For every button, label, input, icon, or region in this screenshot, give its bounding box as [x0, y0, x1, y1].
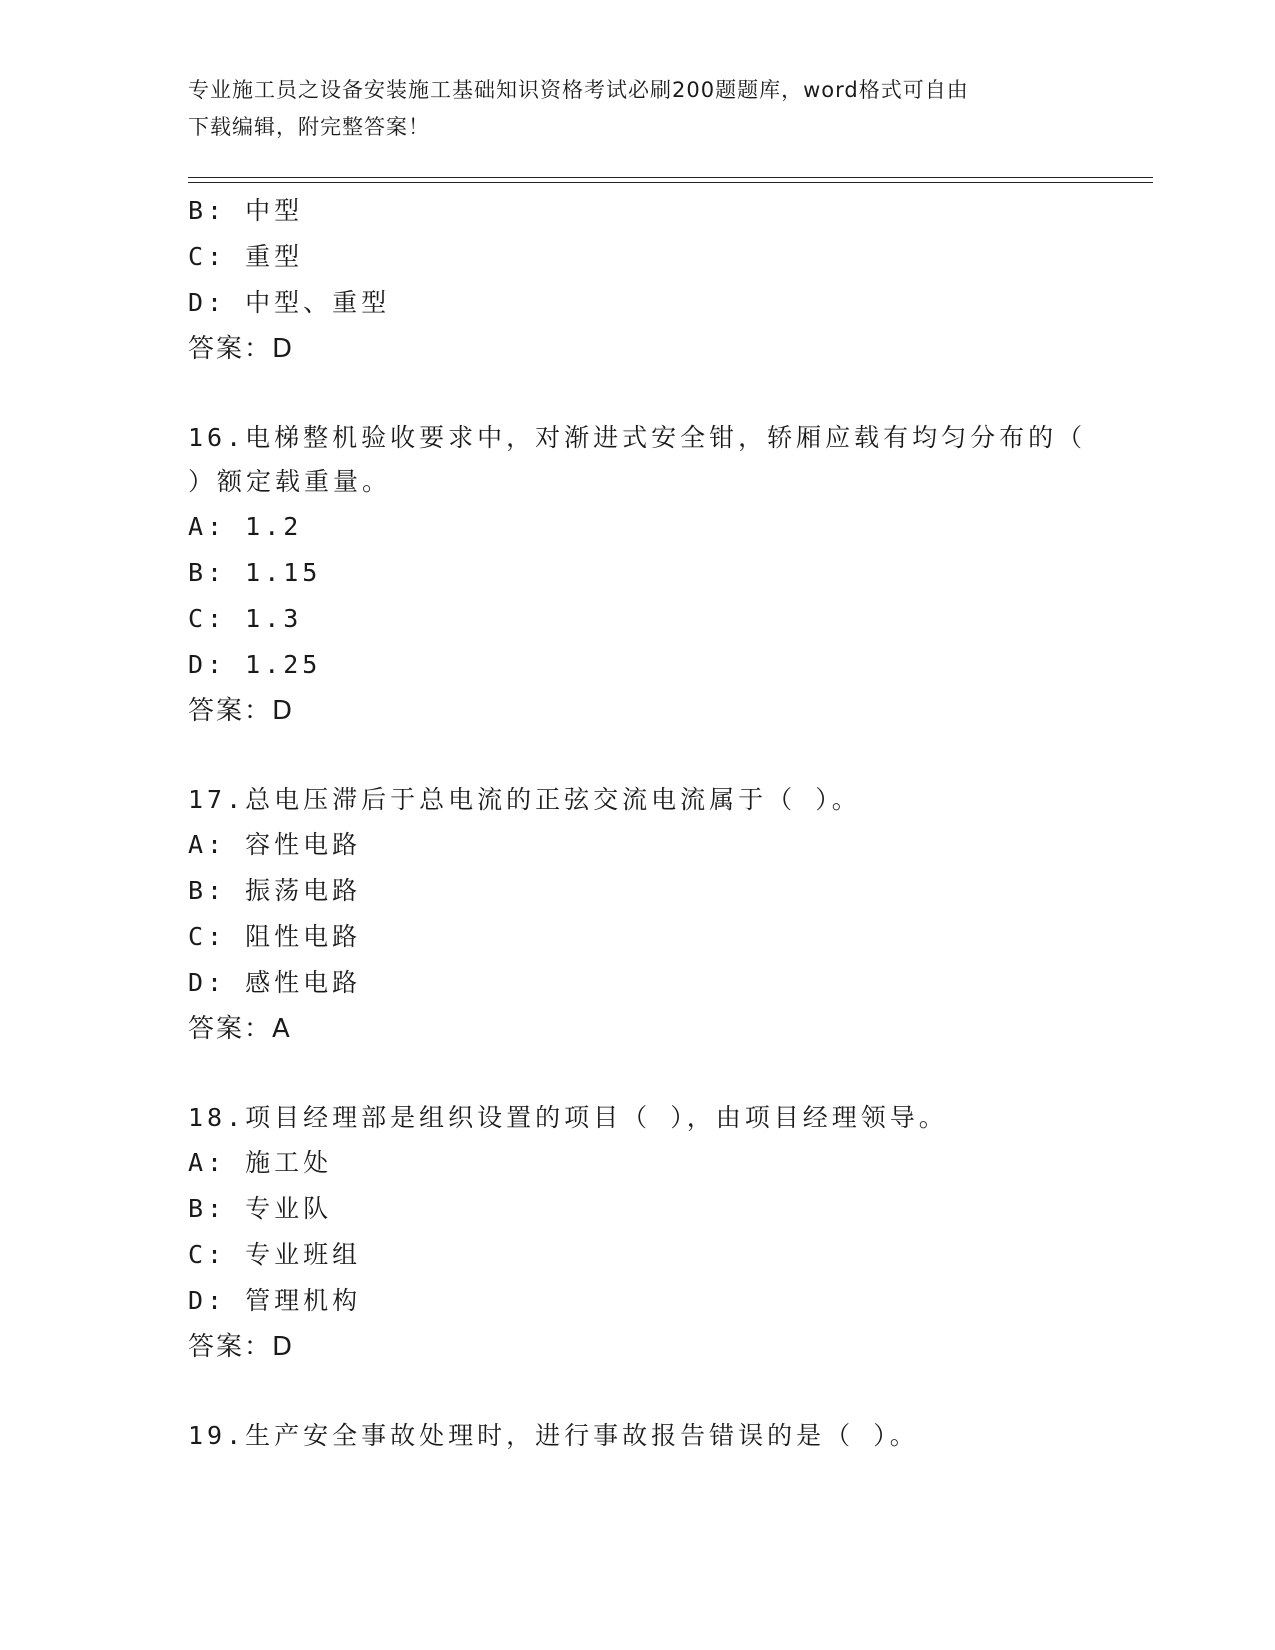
- question-block-18: [188, 1096, 1068, 1370]
- option-a: A: 1.2: [188, 512, 303, 541]
- option-c: C: 专业班组: [188, 1240, 362, 1269]
- header-line-2: 下载编辑，附完整答案！: [188, 115, 430, 139]
- question-text-line: ）额定载重量。: [188, 467, 392, 496]
- option-d: D: 中型、重型: [188, 288, 391, 317]
- answer-line: 答案：A: [188, 1014, 292, 1044]
- question-text-line: 17.总电压滞后于总电流的正弦交流电流属于（ ）。: [188, 785, 861, 814]
- option-c: C: 阻性电路: [188, 922, 362, 951]
- question-block-17: [188, 778, 1068, 1052]
- answer-line: 答案：D: [188, 1332, 295, 1362]
- option-c: C: 1.3: [188, 604, 303, 633]
- answer-line: 答案：D: [188, 696, 295, 726]
- option-d: D: 感性电路: [188, 968, 362, 997]
- question-block-16: [188, 416, 1087, 734]
- option-b: B: 专业队: [188, 1194, 333, 1223]
- header-rule-bottom: [188, 182, 1153, 183]
- answer-line: 答案：D: [188, 334, 295, 364]
- option-a: A: 容性电路: [188, 830, 362, 859]
- option-c: C: 重型: [188, 242, 304, 271]
- question-text-line: 18.项目经理部是组织设置的项目（ ），由项目经理领导。: [188, 1103, 948, 1132]
- option-b: B: 中型: [188, 196, 304, 225]
- option-a: A: 施工处: [188, 1148, 333, 1177]
- header-rule-top: [188, 177, 1153, 178]
- question-text-line: 16.电梯整机验收要求中，对渐进式安全钳，轿厢应载有均匀分布的（: [188, 423, 1087, 452]
- document-header: [188, 72, 1088, 146]
- header-line-1: 专业施工员之设备安装施工基础知识资格考试必刷200题题库，word格式可自由: [188, 78, 969, 102]
- option-d: D: 1.25: [188, 650, 322, 679]
- question-block-19: [188, 1414, 1068, 1458]
- question-block-prev: [188, 188, 1068, 372]
- option-b: B: 1.15: [188, 558, 322, 587]
- document-body: [188, 188, 1087, 1458]
- option-d: D: 管理机构: [188, 1286, 362, 1315]
- question-text-line: 19.生产安全事故处理时，进行事故报告错误的是（ ）。: [188, 1421, 919, 1450]
- option-b: B: 振荡电路: [188, 876, 362, 905]
